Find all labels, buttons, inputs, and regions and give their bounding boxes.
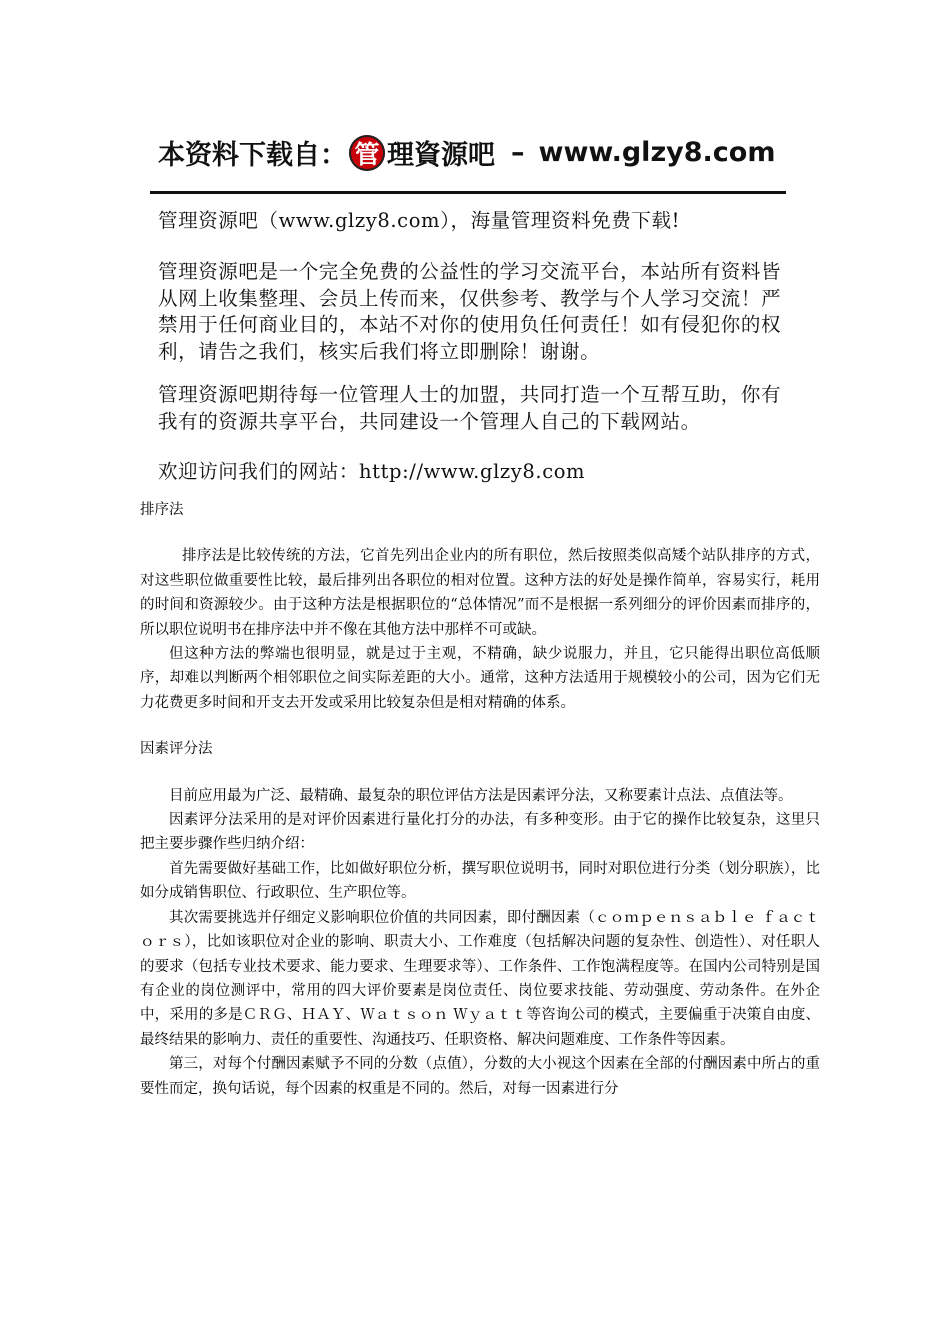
paragraph: 首先需要做好基础工作，比如做好职位分析，撰写职位说明书，同时对职位进行分类（划分职族），比如分成销售职位、行政职位、生产职位等。 — [140, 860, 820, 902]
banner-title — [158, 133, 776, 172]
section-title-ranking: 排序法 — [140, 502, 184, 518]
banner-dash: – — [511, 137, 525, 168]
banner-site-url: www.glzy8.com — [538, 137, 776, 168]
paragraph: 因素评分法采用的是对评价因素进行量化打分的办法，有多种变形。由于它的操作比较复杂，这里只把主要步骤作些归纳介绍： — [140, 812, 820, 853]
paragraph: 但这种方法的弊端也很明显，就是过于主观，不精确，缺少说服力，并且，它只能得出职位高低顺序，却难以判断两个相邻职位之间实际差距的大小。通常，这种方法适用于规模较小的公司，因为它们无力花费更多时间和开支去开发或采用比较复杂但是相对精确的体系。 — [140, 646, 820, 711]
paragraph: 排序法是比较传统的方法，它首先列出企业内的所有职位，然后按照类似高矮个站队排序的方式，对这些职位做重要性比较，最后排列出各职位的相对位置。这种方法的好处是操作简单，容易实行，耗用的时间和资源较少。由于这种方法是根据职位的“总体情况”而不是根据一系列细分的评价因素而排序的，所以职位说明书在排序法中并不像在其他方法中那样不可或缺。 — [140, 548, 820, 638]
article-body — [140, 498, 820, 1101]
paragraph: 目前应用最为广泛、最精确、最复杂的职位评估方法是因素评分法，又称要素计点法、点值法等。 — [169, 787, 793, 804]
banner-title-prefix: 本资料下载自： — [158, 140, 347, 171]
banner-line-1: 管理资源吧（www.glzy8.com），海量管理资料免费下载! — [158, 209, 681, 232]
banner-divider — [150, 191, 786, 194]
paragraph: 其次需要挑选并仔细定义影响职位价值的共同因素，即付酬因素（ｃｏｍｐｅｎｓａｂｌｅ ｆａｃｔｏｒｓ），比如该职位对企业的影响、职责大小、工作难度（包括解决问题的复杂性、创造性）、对任职人的要求（包括专业技术要求、能力要求、生理要求等）、工作条件、工作饱满程度等。在国内公司特别是国有企业的岗位测评中，常用的四大评价要素是岗位责任、岗位要求技能、劳动强度、劳动条件。在外企中，采用的多是ＣＲＧ、ＨＡＹ、Ｗａｔｓｏｎ Ｗｙａｔｔ等咨询公司的模式，主要偏重于决策自由度、最终结果的影响力、责任的重要性、沟通技巧、任职资格、解决问题难度、工作条件等因素。 — [140, 909, 820, 1048]
section-title-factor-scoring: 因素评分法 — [140, 741, 213, 758]
banner-line-3: 管理资源吧期待每一位管理人士的加盟，共同打造一个互帮互助，你有我有的资源共享平台，共同建设一个管理人自己的下载网站。 — [158, 383, 782, 433]
banner-line-2: 管理资源吧是一个完全免费的公益性的学习交流平台，本站所有资料皆从网上收集整理、会员上传而来，仅供参考、教学与个人学习交流！严禁用于任何商业目的，本站不对你的使用负任何责任！如有侵犯你的权利，请告之我们，核实后我们将立即删除！谢谢。 — [158, 260, 782, 363]
paragraph: 第三，对每个付酬因素赋予不同的分数（点值），分数的大小视这个因素在全部的付酬因素中所占的重要性而定，换句话说，每个因素的权重是不同的。然后，对每一因素进行分 — [140, 1056, 820, 1097]
logo-icon: 管 — [349, 135, 385, 171]
banner-site-name: 理資源吧 — [387, 140, 495, 171]
banner-line-4: 欢迎访问我们的网站：http://www.glzy8.com — [158, 460, 586, 483]
